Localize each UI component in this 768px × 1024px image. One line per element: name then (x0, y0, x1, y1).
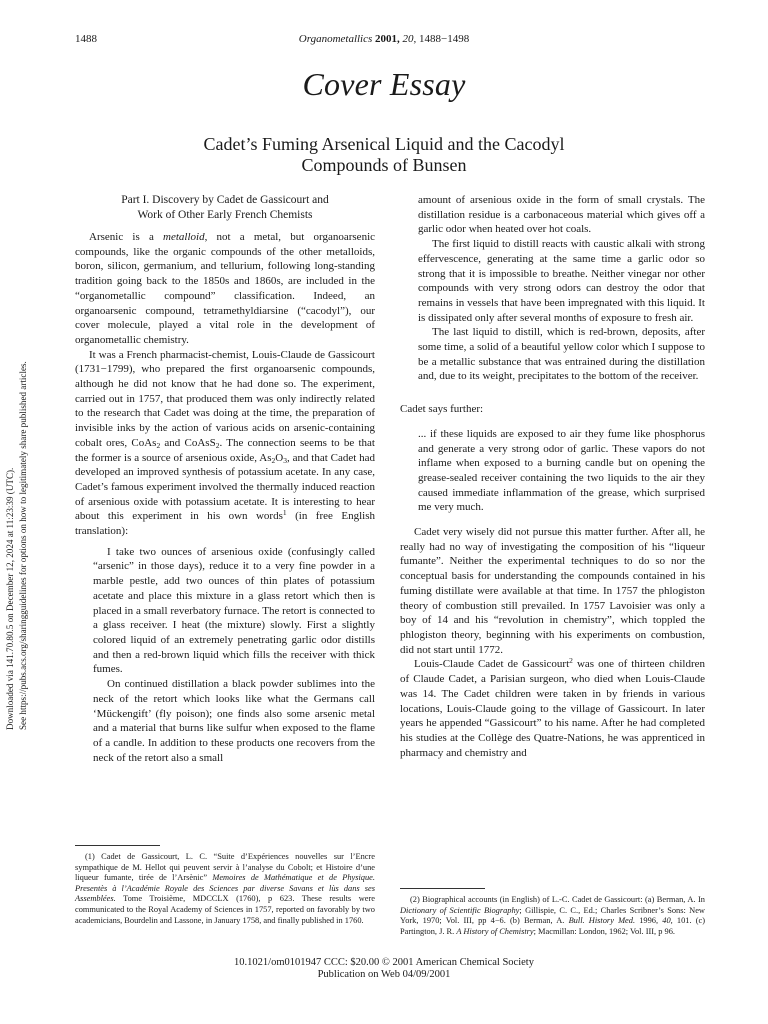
footnote-rule (400, 888, 485, 889)
footnote-ref-1[interactable]: 1 (282, 508, 287, 518)
article-title-line-2: Compounds of Bunsen (301, 155, 467, 175)
download-side-note (4, 300, 30, 730)
section-heading-line-1: Part I. Discovery by Cadet de Gassicourt and (121, 194, 329, 206)
footnote-2: (2) Biographical accounts (in English) of L.-C. Cadet de Gassicourt: (a) Berman, A. In Dictionary of Scientific Biography; Gillispie, C. C., Ed.; Charles Scribner’s Sons: New York, 1970; Vol. III, pp 4−6. (b) Berman, A. Bull. History Med. 1996, 40, 101. (c) Partington, J. R. A History of Chemistry; Macmillan: London, 1962; Vol. III, p 96. (400, 895, 706, 936)
essay-kind-heading: Cover Essay (302, 66, 466, 102)
article-title (100, 134, 668, 176)
download-notice: Downloaded via 141.70.80.5 on December 12, 2024 at 11:23:39 (UTC). (5, 467, 15, 730)
doi-copyright-line: 10.1021/om0101947 CCC: $20.00 © 2001 American Chemical Society (234, 957, 534, 968)
quote-paragraph: The last liquid to distill, which is red-brown, deposits, after some time, a solid of a beautiful yellow color which I suppose to be a metallic substance that was entrained during the distillation and, due to its weight, precipitates to the bottom of the receiver. (418, 326, 705, 383)
journal-name: Organometallics (298, 33, 373, 45)
metalloid-emphasis: metalloid (163, 231, 205, 243)
paragraph: Louis-Claude Cadet de Gassicourt$^2$ was one of thirteen children of Claude Cadet, a Parisian surgeon, who died when Louis-Claude was 14. The Cadet children were taken in by friends in various locations, Louis-Claude going to the village of Gassicourt. In later years he appended “Gassicourt” to his name. After he had completed his studies at the Collège des Quatre-Nations, he was apprenticed in pharmacy and chemistry and (400, 656, 705, 759)
journal-pages: 1488−1498 (419, 33, 470, 45)
block-quote (93, 545, 375, 766)
quote-paragraph: On continued distillation a black powder sublimes into the neck of the retort which looks like what the Germans call ‘Mückengift’ (fly poison); one finds also some arsenic metal and a material that burns like sulfur when exposed to the flame of a candle. In addition to these products one recovers from the neck of the retort also a small (93, 678, 375, 764)
journal-citation (0, 33, 768, 45)
footnote-1: (1) Cadet de Gassicourt, L. C. “Suite d’Expériences nouvelles sur l’Encre sympathique de M. Hellot qui peuvent servir à l’analyse du Cobolt; et Histoire d’une liqueur fumante, tirée de l’Arsènic” Memoires de Mathématique et de Physique. Presentès à l’Académie Royale des Sciences par diverse Savans et lùs dans ses Assemblées. Tome Troisième, MDCCLX (1760), p 623. These results were communicated to the Royal Academy of Sciences in 1757, reported on favorably by two academicians, Bourdelin and Lassone, in January 1758, and finally published in 1760. (75, 852, 375, 925)
left-column (75, 193, 375, 771)
footnote-ref-2[interactable]: 2 (569, 656, 573, 666)
quote-paragraph: ... if these liquids are exposed to air they fume like phosphorus and generate a very strong odor of garlic. These vapors do not inflame when exposed to a burning candle but on opening the grease-sealed receiver containing the two liquids to the air they caused immediate inflammation of the grease, which surprised me very much. (418, 427, 705, 514)
section-heading (75, 193, 375, 223)
paragraph: Arsenic is a metalloid, not a metal, but organoarsenic compounds, like the organic compounds of the other metalloids, boron, silicon, germanium, and tellurium, following long-standing tradition going back to the 1850s and 1860s, are included in the “organometallic compound” classification. Indeed, an organoarsenic compound, tetramethyldiarsine (“cacodyl”), our cover molecule, played a vital role in the development of organometallic chemistry. (75, 231, 376, 346)
journal-year: 2001, (375, 33, 400, 45)
page-number: 1488 (75, 33, 97, 45)
block-quote (418, 193, 705, 384)
section-heading-line-2: Work of Other Early French Chemists (137, 209, 313, 221)
paragraph: It was a French pharmacist-chemist, Louis-Claude de Gassicourt (1731−1799), who prepared the first organoarsenic compounds, although he did not know that he had done so. The experiment, carried out in 1757, that produced them was only indirectly related to the research that Cadet was doing at the time, the preparation of invisible inks by the action of various acids on arsenic-containing cobalt ores, CoAs$_2$ and CoAsS$_2$. The connection seems to be that the former is a source of arsenious oxide, $As_2O_3$, and that Cadet had developed an improved synthesis of potassium acetate. In any case, Cadet’s famous experiment involved the thermally induced reaction of arsenious oxide with potassium acetate. It is interesting to hear about this experiment in his own words$^1$ (in free English translation): (75, 348, 376, 538)
sharing-guidelines-link[interactable]: See https://pubs.acs.org/sharingguidelines for options on how to legitimately share published articles. (18, 361, 28, 730)
block-quote (418, 427, 705, 515)
publication-date-line: Publication on Web 04/09/2001 (317, 969, 451, 980)
paragraph: Cadet very wisely did not pursue this matter further. After all, he really had no way of investigating the composition of his “liqueur fumante”. Neither the experimental techniques to do so nor the conceptual basis for understanding the compounds contained in his fuming distillate were available at that time. In 1757 the phlogiston theory of combustion still prevailed. In 1757 Lavoisier was only a boy of 14 and his “revolution in chemistry”, which toppled the phlogiston theory, beginning with his experiments on combustion, did not start until 1772. (400, 526, 705, 656)
article-title-line-1: Cadet’s Fuming Arsenical Liquid and the Cacodyl (203, 134, 565, 154)
quote-paragraph: I take two ounces of arsenious oxide (confusingly called “arsenic” in those days), reduce it to a very fine powder in a marble pestle, add two ounces of thin plates of potassium acetate and place this mixture in a glass retort which then is placed in a small reverbatory furnace. The retort is connected to a glass receiver. I heat (the mixture) slowly. First a slightly colored liquid of an extremely penetrating garlic odor distills and then a red-brown liquid which fills the receiver with thick fumes. (93, 545, 375, 676)
paragraph: Cadet says further: (400, 403, 484, 416)
running-head (0, 33, 768, 49)
quote-paragraph: The first liquid to distill reacts with caustic alkali with strong effervescence, generating at the same time a garlic odor so strong that it is impossible to breathe. Neither vinegar nor other compounds with very strong odors can destroy the odor that remains in vessels that have been impregnated with this liquid. It is dissipated only after several months of exposure to fresh air. (418, 238, 705, 324)
right-column (400, 193, 705, 760)
journal-volume: 20, (402, 33, 417, 45)
footnote-rule (75, 845, 160, 846)
quote-paragraph: amount of arsenious oxide in the form of small crystals. The distillation residue is a carbonaceous material which gives off a garlic odor when heated over hot coals. (418, 194, 705, 236)
